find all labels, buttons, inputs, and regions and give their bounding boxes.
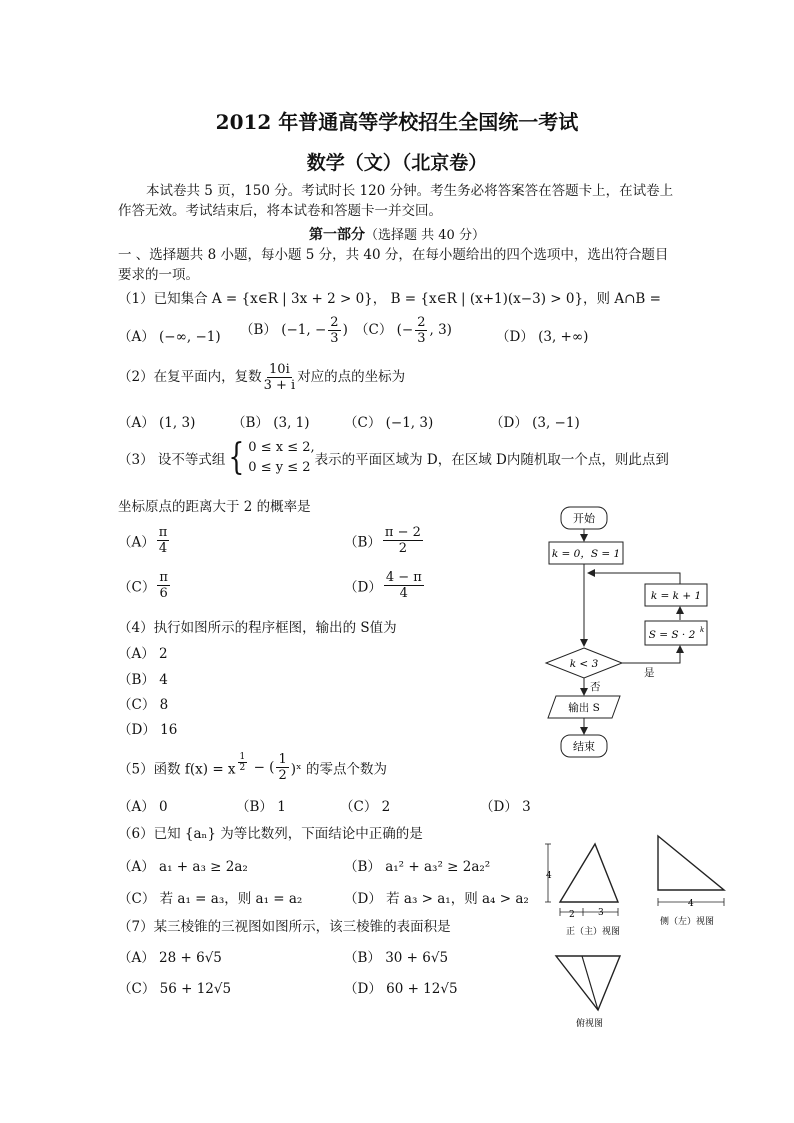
q5-mid: − ( [249, 759, 275, 776]
exam-subtitle: 数学（文）（北京卷） [306, 152, 488, 174]
q2-stem-pre: （2）在复平面内，复数 [118, 369, 262, 385]
q2-fraction [264, 362, 296, 393]
q3-a-den: 4 [158, 541, 168, 556]
q3-d-num: 4 − π [385, 570, 422, 585]
part1-title: 第一部分 [309, 227, 366, 243]
q4-option-b: （B） 4 [118, 672, 168, 688]
flow-end-text: 结束 [573, 740, 595, 753]
q3-stem [118, 438, 669, 478]
flow-condition-text: k < 3 [569, 658, 599, 670]
front-view [545, 844, 620, 937]
q1-option-b [240, 315, 348, 346]
part1-instructions: 一 、选择题共 8 小题，每小题 5 分，共 40 分，在每小题给出的四个选项中，选出符合题目要求的一项。 [118, 247, 669, 283]
q5-stem-pre: （5）函数 f(x) = x [118, 761, 236, 778]
q3-stem-pre: （3） 设不等式组 [118, 452, 226, 468]
q1-c-fraction [415, 315, 427, 346]
intro-paragraph: 本试卷共 5 页，150 分。考试时长 120 分钟。考生务必将答案答在答题卡上，在试卷上作答无效。考试结束后，将本试卷和答题卡一并交回。 [118, 183, 674, 219]
q6-option-c: （C） 若 a₁ = a₃，则 a₁ = a₂ [118, 891, 303, 907]
dim-right: 3 [598, 908, 604, 918]
q3-c-fraction [157, 570, 170, 601]
q2-frac-den: 3 + i [263, 378, 296, 393]
q3-d-den: 4 [399, 586, 408, 601]
q3-d-label: （D） [344, 579, 382, 596]
q5-exp-den: 2 [239, 763, 246, 773]
flow-start-text: 开始 [573, 512, 595, 525]
q2-option-c: （C） (−1, 3) [344, 415, 434, 431]
q5-exp-num: 1 [239, 752, 246, 762]
q5-stem [118, 752, 387, 783]
q1-option-d: （D） (3, +∞) [496, 329, 589, 345]
q7-stem: （7）某三棱锥的三视图如图所示，该三棱锥的表面积是 [118, 919, 451, 935]
q3-c-num: π [159, 570, 168, 585]
q2-stem-post: 对应的点的坐标为 [297, 369, 406, 385]
q4-option-a: （A） 2 [118, 646, 168, 662]
q1-b-fraction [328, 315, 340, 346]
q4-option-d: （D） 16 [118, 722, 178, 738]
q4-stem: （4）执行如图所示的程序框图，输出的 S值为 [118, 620, 397, 636]
dim-left: 2 [569, 910, 575, 920]
q5-option-a: （A） 0 [118, 799, 168, 815]
top-view [556, 956, 620, 1029]
side-view-caption: 侧（左）视图 [660, 917, 715, 927]
q3-option-b [344, 525, 425, 556]
exam-title: 2012 年普通高等学校招生全国统一考试 [215, 110, 579, 134]
dim-side: 4 [688, 899, 694, 909]
q1-stem: （1）已知集合 A = {x∈R | 3x + 2 > 0}， B = {x∈R | (x+1)(x−3) > 0}，则 A∩B = [118, 291, 661, 307]
q5-base-num: 1 [278, 752, 287, 767]
q3-b-fraction [383, 525, 423, 556]
q5-option-c: （C） 2 [340, 799, 391, 815]
q7-option-d: （D） 60 + 12√5 [344, 981, 458, 997]
flow-update-k-text: k = k + 1 [650, 590, 702, 602]
q2-stem [118, 362, 405, 393]
q5-option-d: （D） 3 [480, 799, 531, 815]
flow-output-text: 输出 S [568, 702, 600, 714]
q1-option-a: （A） (−∞, −1) [118, 329, 221, 345]
q1-b-den: 3 [330, 331, 339, 346]
part1-note: （选择题 共 40 分） [365, 228, 485, 243]
q7-option-a: （A） 28 + 6√5 [118, 950, 222, 966]
q1-option-c [355, 315, 452, 346]
q3-b-num: π − 2 [384, 525, 421, 540]
q1-c-num: 2 [417, 315, 426, 330]
front-view-caption: 正（主）视图 [566, 927, 621, 937]
q5-base-fraction [276, 752, 288, 783]
q3-brace: { [228, 437, 245, 478]
q6-option-d: （D） 若 a₃ > a₁，则 a₄ > a₂ [344, 891, 529, 907]
flow-no-label: 否 [590, 681, 601, 693]
top-view-caption: 俯视图 [576, 1019, 604, 1029]
q3-inequality-system [248, 438, 314, 478]
q3-b-label: （B） [344, 534, 381, 551]
q6-option-b: （B） a₁² + a₃² ≥ 2a₂² [344, 859, 491, 875]
q3-c-label: （C） [118, 579, 156, 596]
q3-ineq-2: 0 ≤ y ≤ 2 [248, 460, 311, 475]
q1-b-num: 2 [330, 315, 339, 330]
q3-option-c [118, 570, 172, 601]
side-view [658, 836, 724, 927]
q1-b-post: ) [342, 322, 348, 338]
q4-option-c: （C） 8 [118, 697, 169, 713]
q2-option-a: （A） (1, 3) [118, 415, 196, 431]
q3-b-den: 2 [398, 541, 408, 556]
q1-c-pre: （C） (− [355, 322, 414, 338]
three-views-figure [538, 830, 738, 1035]
q5-exponent [238, 752, 248, 773]
q3-a-num: π [158, 525, 168, 540]
q5-stem-post: )ˣ 的零点个数为 [290, 761, 388, 778]
q1-c-den: 3 [417, 331, 426, 346]
q6-stem: （6）已知 {aₙ} 为等比数列，下面结论中正确的是 [118, 826, 423, 842]
flow-init-text: k = 0，S = 1 [551, 548, 621, 560]
q3-a-fraction [157, 525, 170, 556]
q3-stem-post: 表示的平面区域为 D，在区域 D内随机取一个点，则此点到 [314, 452, 669, 468]
q6-option-a: （A） a₁ + a₃ ≥ 2a₂ [118, 859, 248, 875]
q3-stem-line2: 坐标原点的距离大于 2 的概率是 [118, 499, 311, 515]
q7-option-b: （B） 30 + 6√5 [344, 950, 449, 966]
flow-update-s-text: S = S · 2 [648, 629, 696, 641]
q3-c-den: 6 [159, 586, 168, 601]
dim-height: 4 [546, 871, 552, 881]
q3-ineq-1: 0 ≤ x ≤ 2, [248, 440, 315, 455]
q3-option-d [344, 570, 426, 601]
q7-option-c: （C） 56 + 12√5 [118, 981, 232, 997]
flow-yes-label: 是 [644, 667, 655, 679]
q5-base-den: 2 [278, 768, 287, 783]
q3-d-fraction [384, 570, 424, 601]
q5-option-b: （B） 1 [236, 799, 286, 815]
q3-option-a [118, 525, 171, 556]
q3-a-label: （A） [118, 534, 155, 551]
flowchart-diagram [540, 500, 720, 770]
q1-c-post: , 3) [429, 322, 452, 338]
q1-b-pre: （B） (−1, − [240, 322, 327, 338]
q2-option-b: （B） (3, 1) [232, 415, 310, 431]
part1-heading [0, 224, 794, 244]
q2-option-d: （D） (3, −1) [490, 415, 580, 431]
flow-update-s-exp: k [700, 626, 705, 634]
q2-frac-num: 10i [269, 362, 290, 377]
